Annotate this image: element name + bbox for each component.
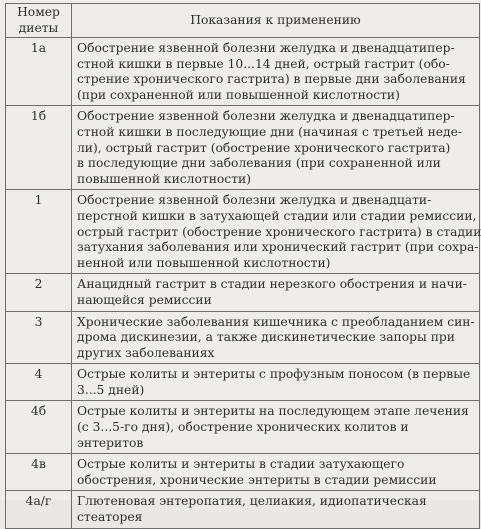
table-row	[6, 401, 480, 454]
indication-text-line: острый гастрит (обострение хронического гастрита) в стадии	[77, 224, 481, 239]
indication-text-line: перстной кишки в затухающей стадии или стадии ремиссии,	[77, 208, 477, 223]
indication-text-line: Обострение язвенной болезни желудка и двенадцатипер-	[77, 109, 455, 124]
indications-cell	[72, 190, 480, 274]
table-row	[6, 491, 480, 528]
indications-cell	[72, 401, 480, 454]
indication-text-line: Обострение язвенной болезни желудка и двенадцати-	[77, 193, 432, 208]
diet-number-cell: 4в	[6, 454, 72, 491]
table-row	[6, 190, 480, 274]
indications-cell	[72, 311, 480, 364]
table-row	[6, 311, 480, 364]
indication-text-line: затухания заболевания или хронический гастрит (при сохра-	[77, 240, 479, 255]
table-row	[6, 106, 480, 190]
diet-number-cell: 2	[6, 274, 72, 311]
indication-text-line: обострения, хронические энтериты в стадии ремиссии	[77, 472, 437, 487]
indications-cell	[72, 106, 480, 190]
indication-text-line: Глютеновая энтеропатия, целиакия, идиопатическая	[77, 494, 427, 509]
diet-number-cell: 4б	[6, 401, 72, 454]
indication-text-line: 3...5 дней)	[77, 382, 145, 397]
diet-number-cell: 3	[6, 311, 72, 364]
indication-text-line: ненной или повышенной кислотности)	[77, 255, 331, 270]
header-diet-number	[6, 4, 72, 38]
indications-cell	[72, 454, 480, 491]
indication-text-line: Хронические заболевания кишечника с преобладанием син-	[77, 314, 475, 329]
indications-cell	[72, 364, 480, 401]
indication-text-line: стной кишки в последующие дни (начиная с третьей неде-	[77, 124, 463, 139]
table-row	[6, 454, 480, 491]
table-body	[6, 38, 480, 529]
indication-text-line: Острые колиты и энтериты на последующем этапе лечения	[77, 404, 469, 419]
indication-text-line: энтеритов	[77, 435, 144, 450]
diet-number-cell: 1	[6, 190, 72, 274]
table-row	[6, 364, 480, 401]
indication-text-line: повышенной кислотности)	[77, 171, 251, 186]
indication-text-line: Обострение язвенной болезни желудка и двенадцатипер-	[77, 41, 455, 55]
header-diet-number-line: диеты	[18, 20, 59, 35]
diet-number-cell: 1а	[6, 38, 72, 106]
table-row	[6, 38, 480, 106]
indication-text-line: (при сохраненной или повышенной кислотности)	[77, 87, 400, 102]
indication-text-line: Анацидный гастрит в стадии нерезкого обострения и начи-	[77, 277, 467, 292]
indication-text-line: других заболеваниях	[77, 345, 215, 360]
indications-cell	[72, 274, 480, 311]
table-header-row	[6, 4, 480, 38]
indication-text-line: стной кишки в первые 10...14 дней, острый гастрит (обо-	[77, 56, 450, 71]
header-diet-number-line: Номер	[17, 4, 60, 19]
indications-cell	[72, 491, 480, 528]
diet-number-cell: 4	[6, 364, 72, 401]
indication-text-line: Острые колиты и энтериты в стадии затухающего	[77, 457, 405, 472]
indication-text-line: стеаторея	[77, 510, 143, 525]
indication-text-line: Острые колиты и энтериты с профузным поносом (в первые	[77, 367, 471, 382]
indication-text-line: в последующие дни заболевания (при сохраненной или	[77, 156, 441, 171]
diet-number-cell: 1б	[6, 106, 72, 190]
indication-text-line: дрома дискинезии, а также дискинетические запоры при	[77, 330, 455, 345]
indication-text-line: нающейся ремиссии	[77, 292, 212, 307]
indications-cell	[72, 38, 480, 106]
diet-indications-table	[5, 3, 480, 529]
diet-number-cell: 4а/г	[6, 491, 72, 528]
indication-text-line: стрение хронического гастрита) в первые дни заболевания	[77, 72, 466, 87]
indication-text-line: ли), острый гастрит (обострение хронического гастрита)	[77, 140, 451, 155]
table-row	[6, 274, 480, 311]
indication-text-line: (с 3...5-го дня), обострение хронических колитов и	[77, 420, 409, 435]
header-indications: Показания к применению	[72, 4, 480, 38]
